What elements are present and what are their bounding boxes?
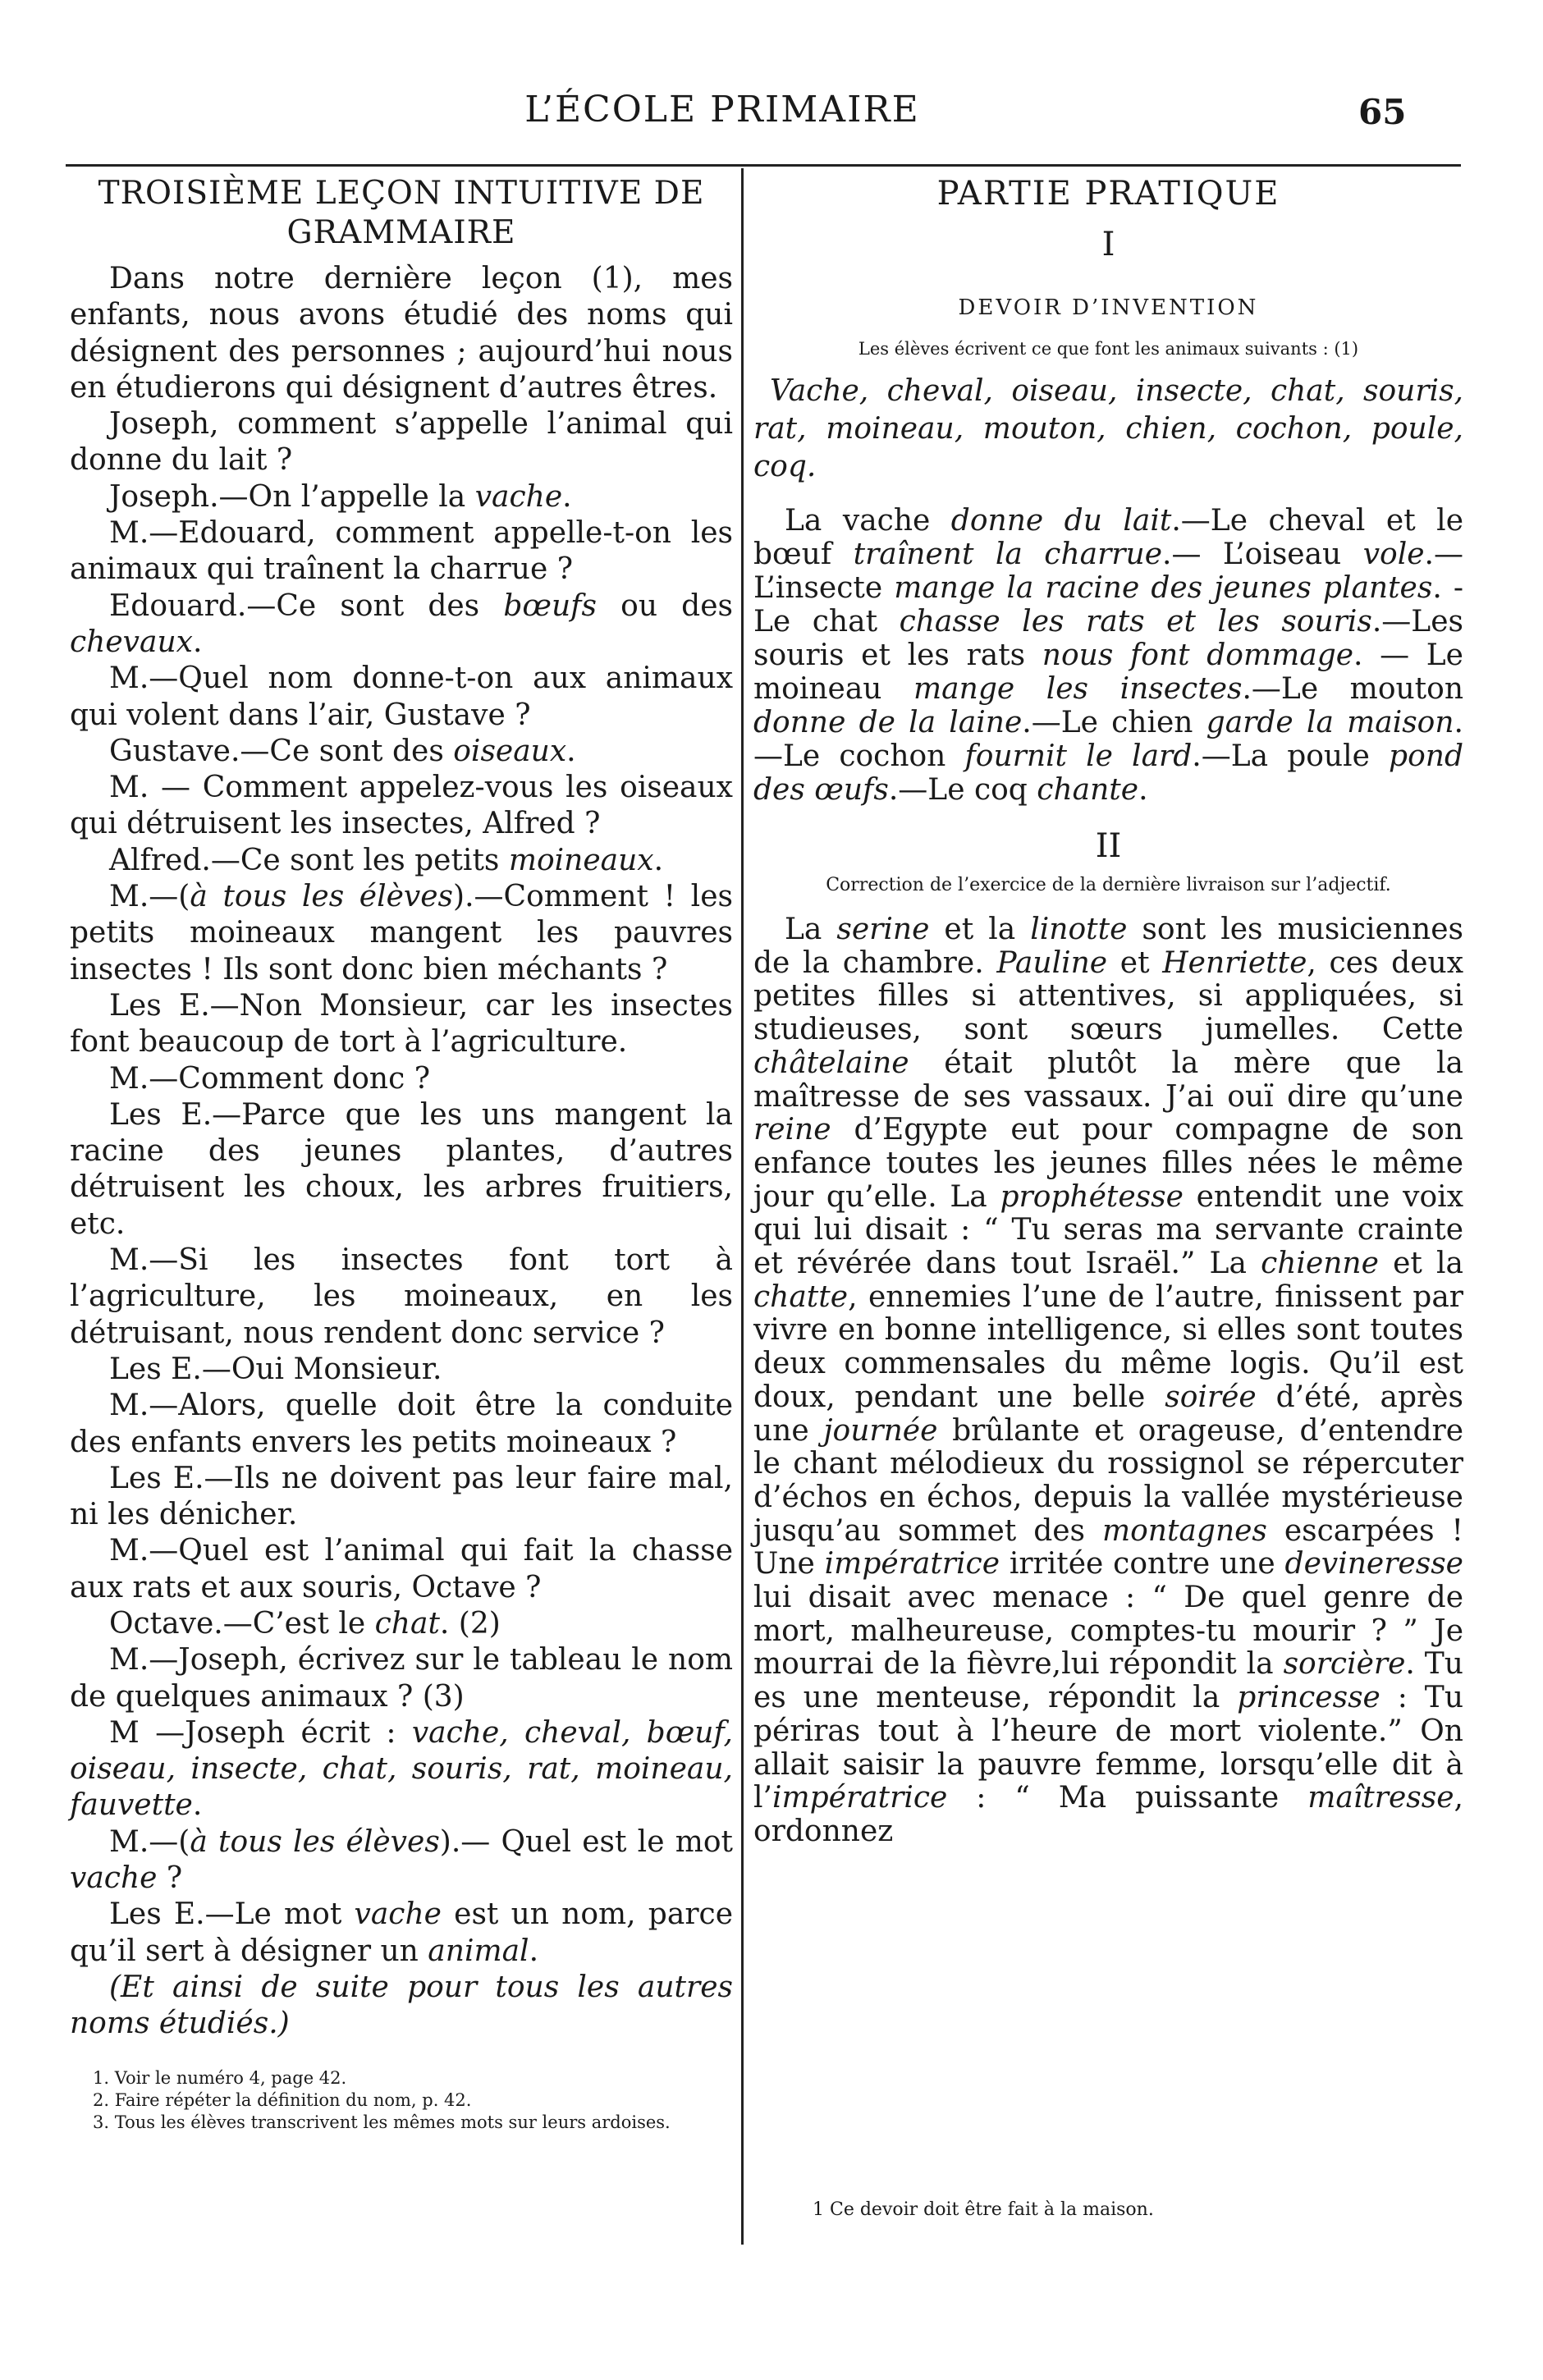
lesson-paragraph: Alfred.—Ce sont les petits moineaux. [109,843,664,877]
footnote-3: 3. Tous les élèves transcrivent les mêmes mots sur leurs ardoises. [93,2112,671,2132]
correction-instruction: Correction de l’exercice de la dernière livraison sur l’adjectif. [826,875,1391,895]
left-footnotes [70,2067,733,2134]
footnote-2: 2. Faire répéter la définition du nom, p. 42. [93,2089,472,2110]
section-numeral-2: II [1095,827,1122,865]
page-number: 65 [1358,92,1407,132]
lesson-paragraph: Joseph, comment s’appelle l’animal qui donne du lait ? [70,407,733,478]
animals-list: Vache, cheval, oiseau, insecte, chat, souris, rat, moineau, mouton, chien, cochon, poule, coq. [753,374,1463,483]
lesson-paragraph: Les E.—Ils ne doivent pas leur faire mal, ni les dénicher. [70,1461,733,1532]
lesson-paragraph: Joseph.—On l’appelle la vache. [109,479,572,514]
lesson-paragraph: Dans notre dernière leçon (1), mes enfants, nous avons étudié des noms qui désignent des personnes ; aujourd’hui nous en étudierons qui désignent d’autres êtres. [70,262,733,405]
lesson-paragraph: M.—Quel est l’animal qui fait la chasse aux rats et aux souris, Octave ? [70,1534,733,1604]
lesson-paragraph: Gustave.—Ce sont des oiseaux. [109,734,576,768]
lesson-paragraph: M.—Comment donc ? [109,1061,431,1096]
section-title: PARTIE PRATIQUE [936,175,1280,213]
running-title: L’ÉCOLE PRIMAIRE [524,89,920,130]
correction-text: La serine et la linotte sont les musiciennes de la chambre. Pauline et Henriette, ces deux petites filles si attentives, si appliquées, si studieuses, sont sœurs jumelles. Cette châtelaine était plutôt la mère que la maîtresse de ses vassaux. J’ai ouï dire qu’une reine d’Egypte eut pour compagne de son enfance toutes les jeunes filles nées le même jour qu’elle. La prophétesse entendit une voix qui lui disait : “ Tu seras ma servante crainte et révérée dans tout Israël.” La chienne et la chatte, ennemies l’une de l’autre, finissent par vivre en bonne intelligence, si elles sont toutes deux commensales du même logis. Qu’il est doux, pendant une belle soirée d’été, après une journée brûlante et orageuse, d’entendre le chant mélodieux du rossignol se répercuter d’échos en échos, depuis la vallée mystérieuse jusqu’au sommet des montagnes escarpées ! Une impératrice irritée contre une devineresse lui disait avec menace : “ De quel genre de mort, malheureuse, comptes-tu mourir ? ” Je mourrai de la fièvre,lui répondit la sorcière. Tu es une menteuse, répondit la princesse : Tu périras tout à l’heure de mort violente.” On allait saisir la pauvre femme, lorsqu’elle dit à l’impératrice : “ Ma puissante maîtresse, ordonnez [753,913,1464,1848]
lesson-paragraph: M.—Si les insectes font tort à l’agriculture, les moineaux, en les détruisant, nous rendent donc service ? [70,1243,733,1350]
lesson-title [70,174,733,253]
header-rule [66,164,1461,167]
lesson-paragraph: M.—Edouard, comment appelle-t-on les animaux qui traînent la charrue ? [70,516,733,587]
lesson-paragraph: M.—Quel nom donne-t-on aux animaux qui volent dans l’air, Gustave ? [70,661,733,732]
exercise-answer: La vache donne du lait.—Le cheval et le bœuf traînent la charrue.— L’oiseau vole.—L’insecte mange la racine des jeunes plantes. - Le chat chasse les rats et les souris.—Les souris et les rats nous font dommage. — Le moineau mange les insectes.—Le mouton donne de la laine.—Le chien garde la maison.—Le cochon fournit le lard.—La poule pond des œufs.—Le coq chante. [753,504,1464,807]
lesson-paragraph: Les E.—Non Monsieur, car les insectes font beaucoup de tort à l’agriculture. [70,988,733,1060]
column-divider [741,168,744,2245]
lesson-paragraph: Octave.—C’est le chat. (2) [109,1606,501,1641]
lesson-body [70,261,733,1970]
lesson-paragraph: Les E.—Oui Monsieur. [109,1352,442,1386]
exercise-heading: DEVOIR D’INVENTION [958,295,1259,320]
lesson-paragraph: M. — Comment appelez-vous les oiseaux qui détruisent les insectes, Alfred ? [70,771,733,841]
lesson-title-line1: TROISIÈME LEÇON INTUITIVE DE [98,175,705,212]
lesson-paragraph: Edouard.—Ce sont des bœufs ou des chevaux. [70,588,733,659]
right-footnote: 1 Ce devoir doit être fait à la maison. [813,2199,1154,2220]
lesson-paragraph: M.—(à tous les élèves).—Comment ! les petits moineaux mangent les pauvres insectes ! Ils sont donc bien méchants ? [70,880,733,986]
left-column [70,174,733,2134]
lesson-paragraph: M.—(à tous les élèves).— Quel est le mot vache ? [70,1824,733,1896]
section-numeral-1: I [1101,226,1115,263]
lesson-paragraph: M.—Joseph, écrivez sur le tableau le nom de quelques animaux ? (3) [70,1643,733,1714]
lesson-paragraph: M.—Alors, quelle doit être la conduite des enfants envers les petits moineaux ? [70,1389,733,1459]
lesson-paragraph: M —Joseph écrit : vache, cheval, bœuf, oiseau, insecte, chat, souris, rat, moineau, fauvette. [70,1715,733,1823]
closing-note: (Et ainsi de suite pour tous les autres noms étudiés.) [70,1970,733,2041]
footnote-1: 1. Voir le numéro 4, page 42. [93,2067,347,2088]
lesson-title-line2: GRAMMAIRE [286,214,516,251]
lesson-paragraph: Les E.—Le mot vache est un nom, parce qu’il sert à désigner un animal. [70,1897,733,1968]
right-column [753,174,1463,1849]
lesson-paragraph: Les E.—Parce que les uns mangent la racine des jeunes plantes, d’autres détruisent les choux, les arbres fruitiers, etc. [70,1097,733,1241]
exercise-instruction: Les élèves écrivent ce que font les animaux suivants : (1) [858,339,1359,359]
